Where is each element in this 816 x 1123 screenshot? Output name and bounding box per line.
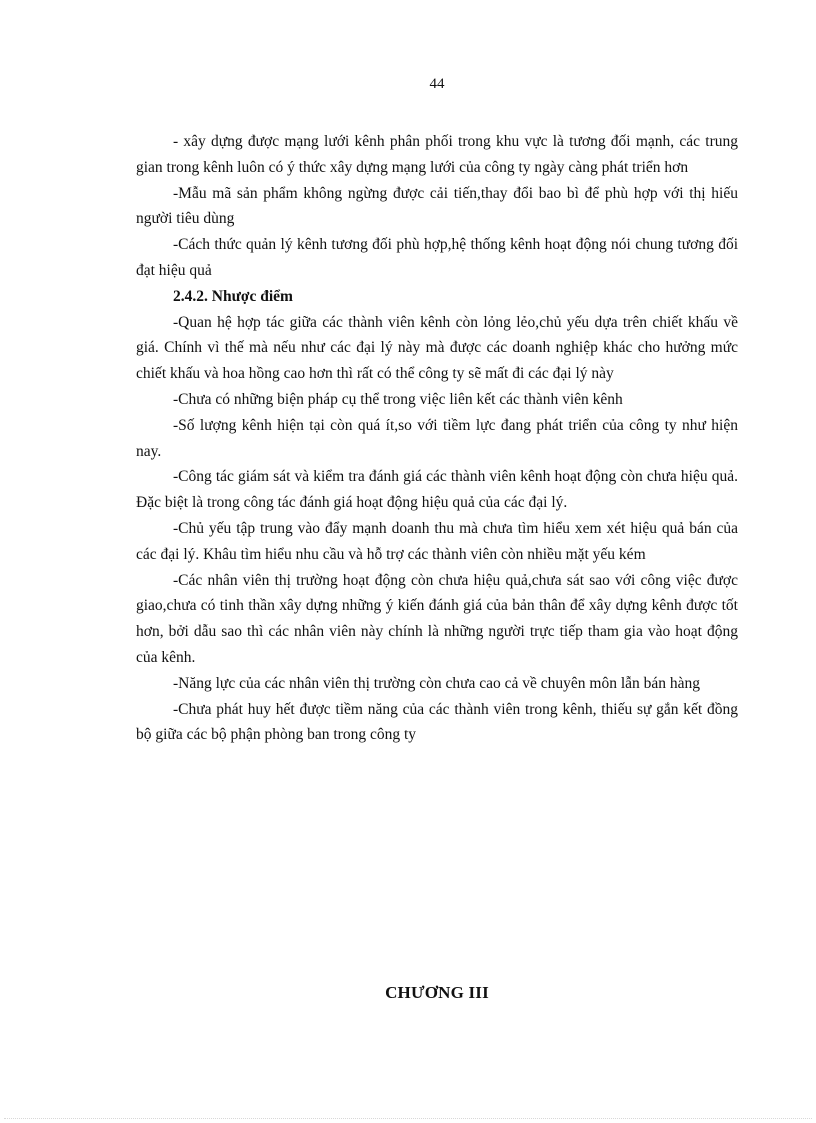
paragraph-weakness-capability: -Năng lực của các nhân viên thị trường còn chưa cao cả về chuyên môn lẫn bán hàng	[173, 674, 701, 692]
paragraph-weakness-measures: -Chưa có những biện pháp cụ thể trong việc liên kết các thành viên kênh	[173, 390, 623, 408]
chapter-title: CHƯƠNG III	[385, 983, 489, 1002]
paragraph-weakness-staff: -Các nhân viên thị trường hoạt động còn chưa hiệu quả,chưa sát sao với công việc được giao,chưa có tinh thần xây dựng những ý kiến đánh giá của bản thân để xây dựng kênh được tốt hơn, bởi dẫu sao thì các nhân viên này chính là những người trực tiếp tham gia vào hoạt động của kênh.	[136, 571, 738, 666]
paragraph-weakness-supervision: -Công tác giám sát và kiểm tra đánh giá các thành viên kênh hoạt động còn chưa hiệu quả. Đặc biệt là trong công tác đánh giá hoạt động hiệu quả của các đại lý.	[136, 468, 738, 512]
page-number: 44	[429, 76, 445, 92]
paragraph-strengths-packaging: -Mẫu mã sản phẩm không ngừng được cải tiến,thay đổi bao bì để phù hợp với thị hiếu người tiêu dùng	[136, 184, 738, 228]
paragraph-strengths-management: -Cách thức quản lý kênh tương đối phù hợp,hệ thống kênh hoạt động nói chung tương đối đạt hiệu quả	[136, 236, 738, 279]
paragraph-weakness-revenue-focus: -Chủ yếu tập trung vào đẩy mạnh doanh thu mà chưa tìm hiểu xem xét hiệu quả bán của các đại lý. Khâu tìm hiểu nhu cầu và hỗ trợ các thành viên còn nhiều mặt yếu kém	[136, 519, 738, 563]
bottom-divider	[4, 1118, 812, 1119]
document-body	[136, 129, 738, 748]
paragraph-strengths-network: - xây dựng được mạng lưới kênh phân phối trong khu vực là tương đối mạnh, các trung gian trong kênh luôn có ý thức xây dựng mạng lưới của công ty ngày càng phát triển hơn	[136, 133, 738, 176]
paragraph-weakness-channel-count: -Số lượng kênh hiện tại còn quá ít,so với tiềm lực đang phát triển của công ty như hiện nay.	[136, 416, 738, 460]
paragraph-weakness-cooperation: -Quan hệ hợp tác giữa các thành viên kênh còn lỏng lẻo,chủ yếu dựa trên chiết khấu về giá. Chính vì thế mà nếu như các đại lý này mà được các doanh nghiệp khác cho hưởng mức chiết khấu và hoa hồng cao hơn thì rất có thể công ty sẽ mất đi các đại lý này	[136, 313, 738, 383]
paragraph-weakness-potential: -Chưa phát huy hết được tiềm năng của các thành viên trong kênh, thiếu sự gắn kết đồng bộ giữa các bộ phận phòng ban trong công ty	[136, 700, 738, 744]
section-heading-weaknesses: 2.4.2. Nhược điểm	[173, 287, 293, 305]
